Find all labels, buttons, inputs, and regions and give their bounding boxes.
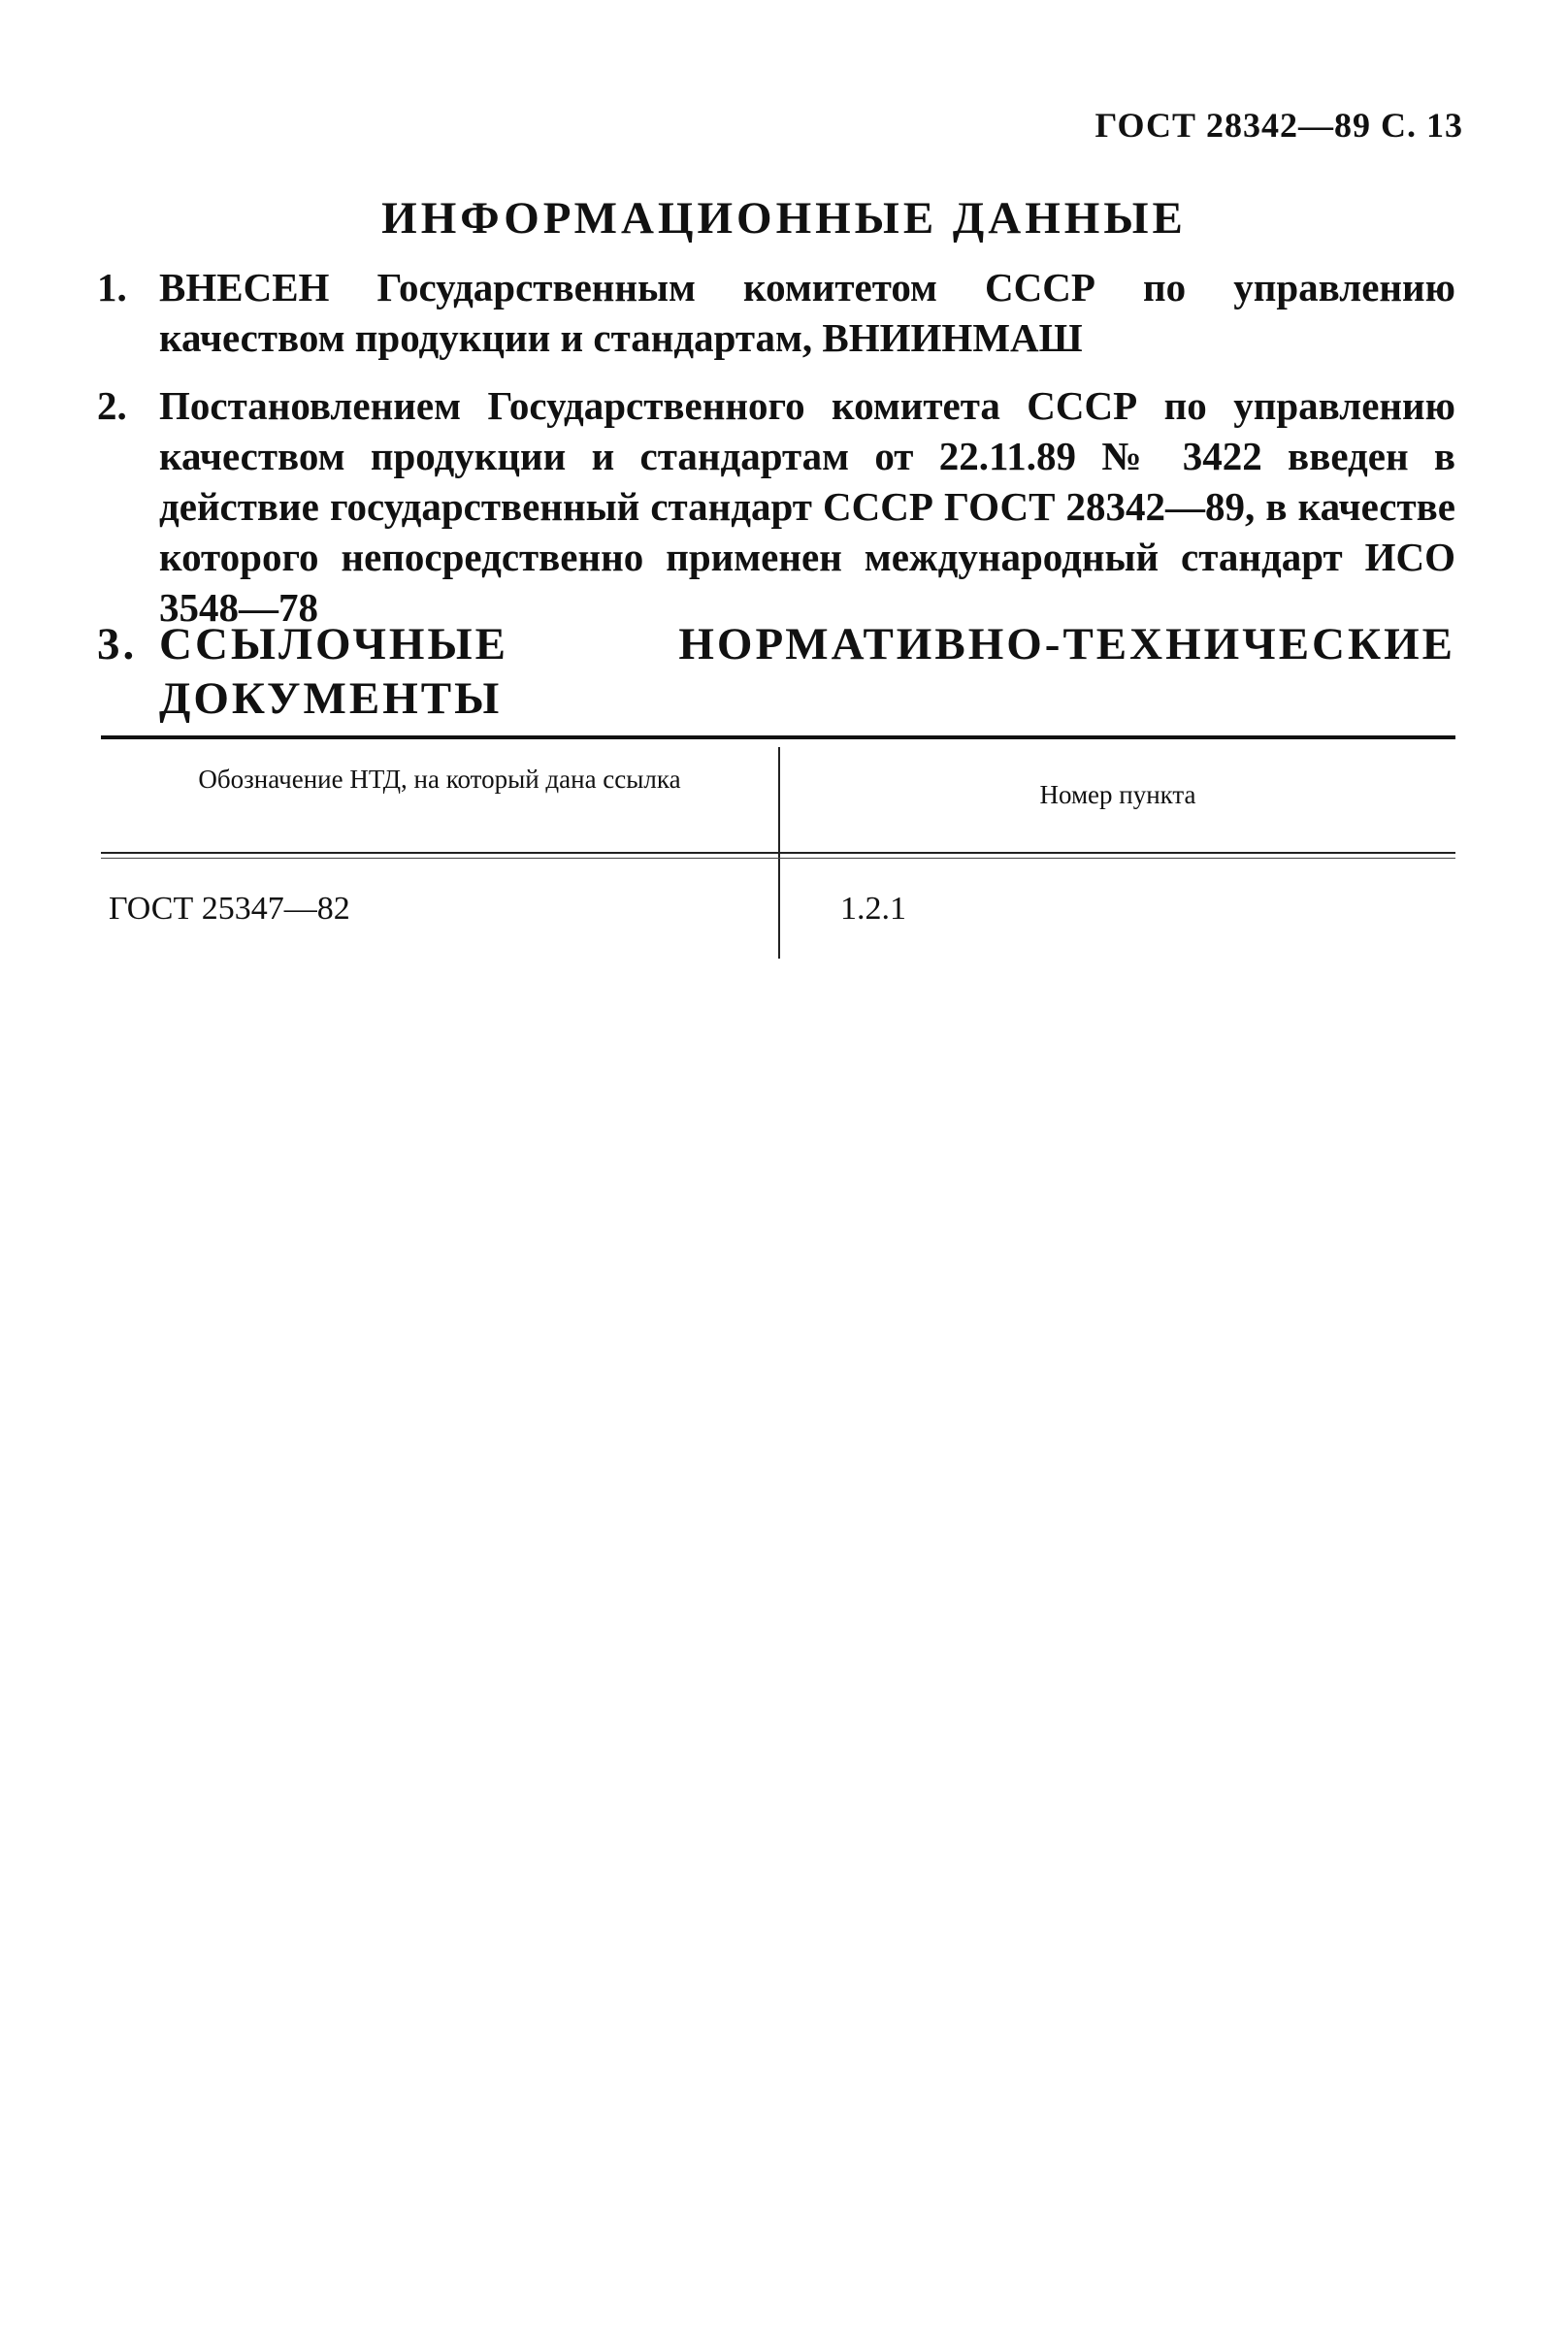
- section-title: ИНФОРМАЦИОННЫЕ ДАННЫЕ: [381, 193, 1187, 244]
- table-cell-designation: ГОСТ 25347—82: [109, 891, 350, 927]
- info-item: [97, 262, 1455, 363]
- reference-table: [101, 735, 1455, 968]
- table-header-designation: Обозначение НТД, на который дана ссылка: [198, 765, 681, 794]
- item-number: 3.: [97, 619, 138, 669]
- item-number: 1.: [97, 265, 127, 310]
- table-top-rule: [101, 735, 1455, 739]
- item-text: Постановлением Государственного комитета СССР по управлению качеством продукции и стандартам от 22.11.89 № 3422 введен в действие государственный стандарт СССР ГОСТ 28342—89, в качестве которого непосредственно применен международный стандарт ИСО 3548—78: [159, 383, 1455, 630]
- table-header-rule-secondary: [101, 858, 1455, 859]
- item-text: ВНЕСЕН Государственным комитетом СССР по управлению качеством продукции и стандартам, ВНИИНМАШ: [159, 265, 1455, 360]
- table-cell-clause: 1.2.1: [840, 891, 906, 927]
- info-item: [97, 380, 1455, 633]
- item-text: ССЫЛОЧНЫЕ НОРМАТИВНО-ТЕХНИЧЕСКИЕ ДОКУМЕНТЫ: [159, 619, 1455, 724]
- item-number: 2.: [97, 383, 127, 428]
- table-header-rule: [101, 852, 1455, 854]
- info-item: [97, 617, 1455, 726]
- page-header: ГОСТ 28342—89 С. 13: [1094, 106, 1463, 145]
- table-header-clause: Номер пункта: [1039, 780, 1196, 809]
